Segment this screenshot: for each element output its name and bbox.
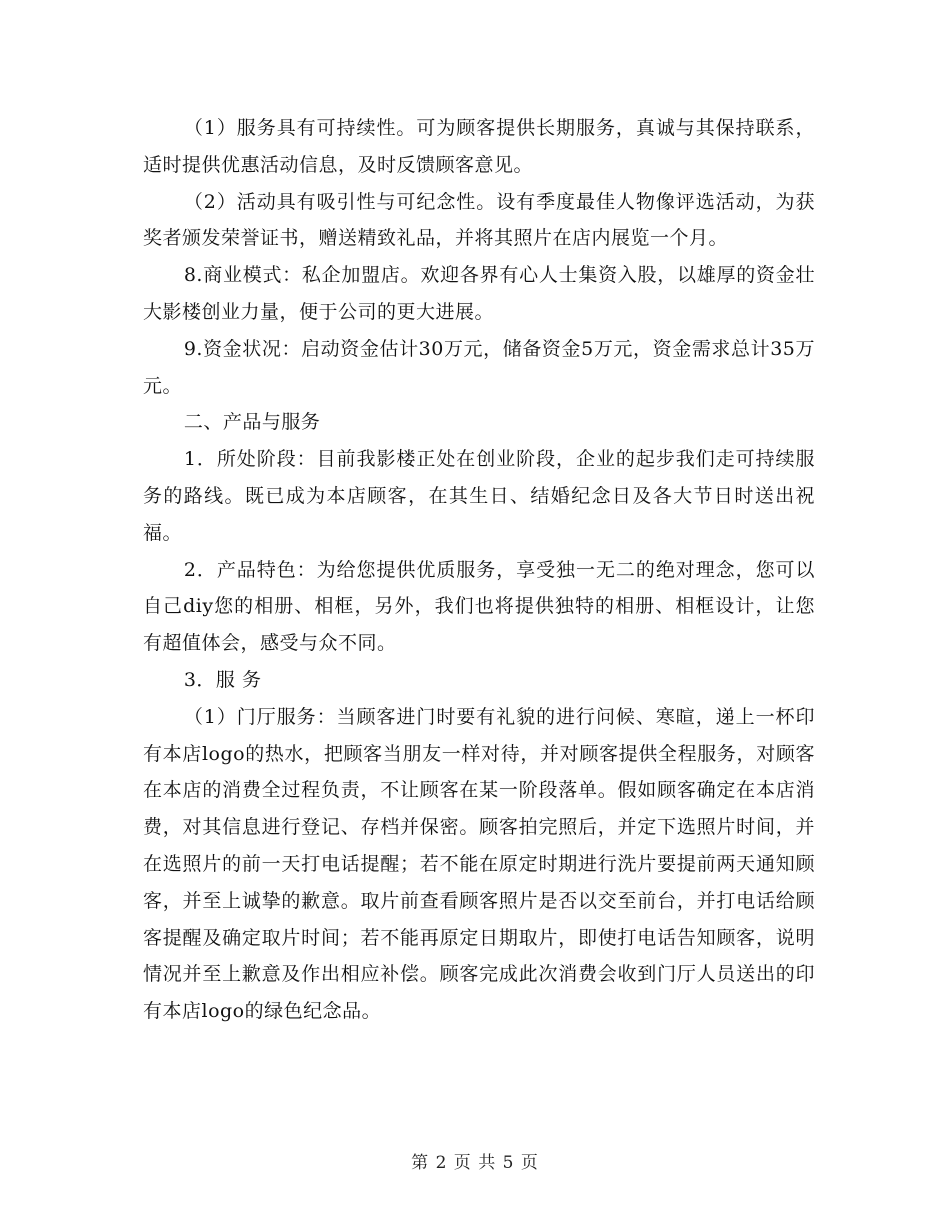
paragraph-product-features: 2．产品特色：为给您提供优质服务，享受独一无二的绝对理念，您可以自己diy您的相册、相框，另外，我们也将提供独特的相册、相框设计，让您有超值体会，感受与众不同。 [143, 558, 815, 655]
paragraph-service-sustainability: （1）服务具有可持续性。可为顾客提供长期服务，真诚与其保持联系，适时提供优惠活动信息，及时反馈顾客意见。 [143, 117, 815, 176]
paragraph-lobby-service: （1）门厅服务：当顾客进门时要有礼貌的进行问候、寒暄，递上一杯印有本店logo的热水，把顾客当朋友一样对待，并对顾客提供全程服务，对顾客在本店的消费全过程负责，不让顾客在某一阶段落单。假如顾客确定在本店消费，对其信息进行登记、存档并保密。顾客拍完照后，并定下选照片时间，并在选照片的前一天打电话提醒；若不能在原定时期进行洗片要提前两天通知顾客，并至上诚挚的歉意。取片前查看顾客照片是否以交至前台，并打电话给顾客提醒及确定取片时间；若不能再原定日期取片，即使打电话告知顾客，说明情况并至上歉意及作出相应补偿。顾客完成此次消费会收到门厅人员送出的印有本店logo的绿色纪念品。 [143, 705, 815, 1023]
paragraph-business-model: 8.商业模式：私企加盟店。欢迎各界有心人士集资入股，以雄厚的资金壮大影楼创业力量，便于公司的更大进展。 [143, 264, 815, 323]
subheading-services: 3．服 务 [183, 668, 262, 691]
paragraph-current-stage: 1．所处阶段：目前我影楼正处在创业阶段，企业的起步我们走可持续服务的路线。既已成为本店顾客，在其生日、结婚纪念日及各大节日时送出祝福。 [143, 448, 815, 544]
section-heading-products-services: 二、产品与服务 [183, 411, 321, 434]
document-body [143, 110, 815, 1030]
paragraph-activity-appeal: （2）活动具有吸引性与可纪念性。设有季度最佳人物像评选活动，为获奖者颁发荣誉证书，赠送精致礼品，并将其照片在店内展览一个月。 [143, 190, 815, 250]
page-number-footer: 第 2 页 共 5 页 [411, 1153, 539, 1173]
paragraph-funding-status: 9.资金状况：启动资金估计30万元，储备资金5万元，资金需求总计35万元。 [143, 337, 815, 397]
